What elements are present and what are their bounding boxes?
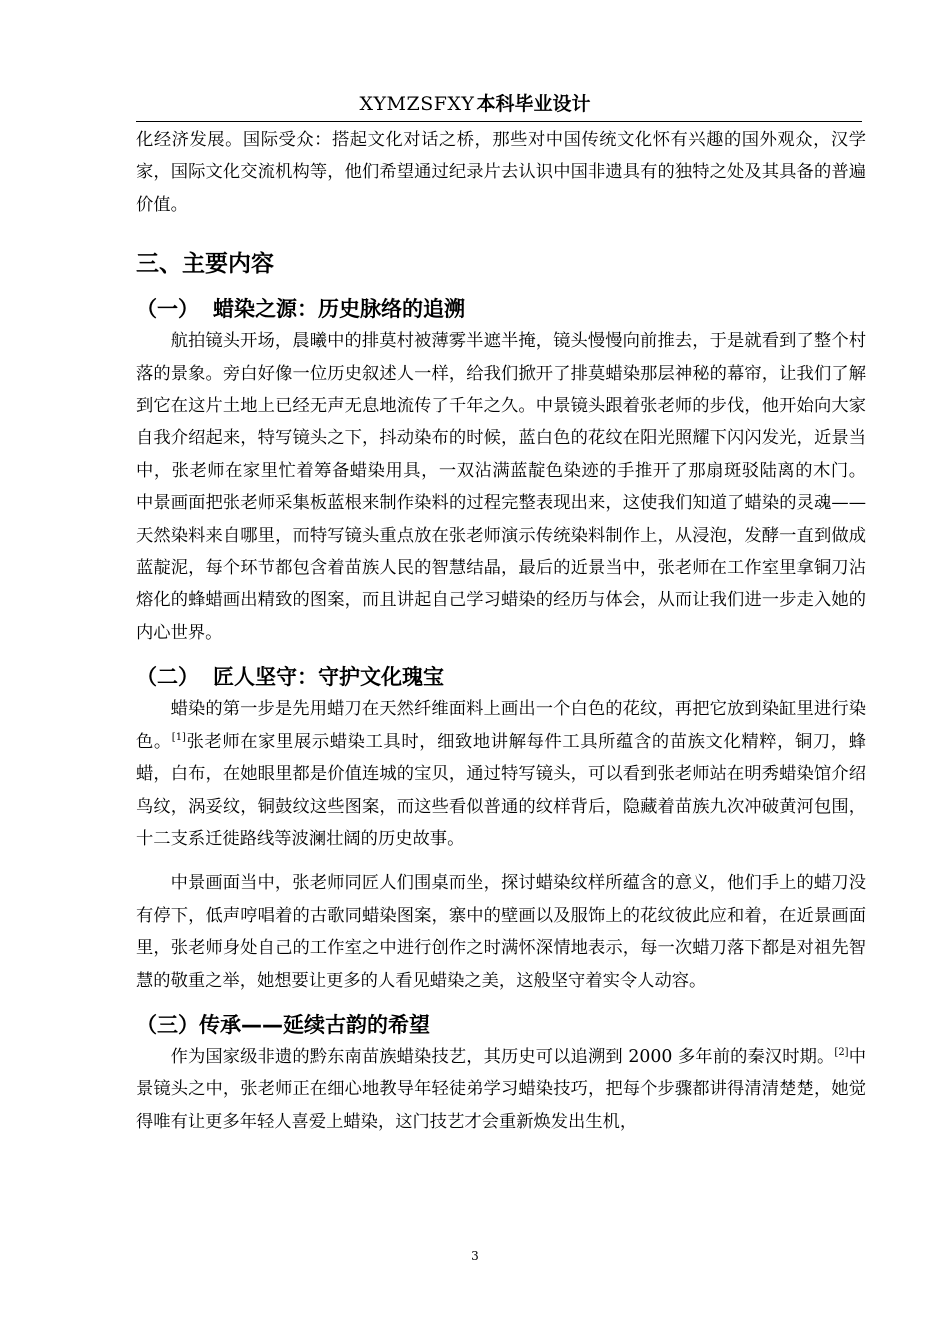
paragraph-origin: 航拍镜头开场，晨曦中的排莫村被薄雾半遮半掩，镜头慢慢向前推去，于是就看到了整个村落的景象。旁白好像一位历史叙述人一样，给我们掀开了排莫蜡染那层神秘的幕帘，让我们了解到它在这片土地上已经无声无息地流传了千年之久。中景镜头跟着张老师的步伐，他开始向大家自我介绍起来，特写镜头之下，抖动染布的时候，蓝白色的花纹在阳光照耀下闪闪发光，近景当中，张老师在家里忙着筹备蜡染用具，一双沾满蓝靛色染迹的手推开了那扇斑驳陆离的木门。 中景画面把张老师采集板蓝根来制作染料的过程完整表现出来，这使我们知道了蜡染的灵魂——天然染料来自哪里，而特写镜头重点放在张老师演示传统染料制作上，从浸泡，发酵一直到做成蓝靛泥，每个环节都包含着苗族人民的智慧结晶，最后的近景当中，张老师在工作室里拿铜刀沾熔化的蜂蜡画出精致的图案，而且讲起自己学习蜡染的经历与体会，从而让我们进一步走入她的内心世界。 <box>136 331 866 643</box>
header-title: 本科毕业设计 <box>476 93 591 115</box>
citation-1: [1] <box>171 731 186 743</box>
subsection-heading-1 <box>136 293 866 325</box>
paragraph-craftsman <box>136 693 866 855</box>
subsection-heading-2 <box>136 661 866 693</box>
continued-paragraph: 化经济发展。国际受众：搭起文化对话之桥，那些对中国传统文化怀有兴趣的国外观众，汉学家，国际文化交流机构等，他们希望通过纪录片去认识中国非遗具有的独特之处及其具备的普遍价值。 <box>136 130 866 215</box>
paragraph-inheritance <box>136 1041 866 1138</box>
subsection-heading-3: （三）传承——延续古韵的希望 <box>136 1012 430 1037</box>
paragraph-inheritance-part1: 作为国家级非遗的黔东南苗族蜡染技艺，其历史可以追溯到 2000 多年前的秦汉时期。 <box>170 1046 835 1067</box>
subsection-title-1: 蜡染之源：历史脉络的追溯 <box>213 297 465 322</box>
paragraph-craftsman-part2: 张老师在家里展示蜡染工具时，细致地讲解每件工具所蕴含的苗族文化精粹，铜刀，蜂蜡，白布，在她眼里都是价值连城的宝贝，通过特写镜头，可以看到张老师站在明秀蜡染馆介绍鸟纹，涡妥纹，铜鼓纹这些图案，而这些看似普通的纹样背后，隐藏着苗族九次冲破黄河包围，十二支系迁徙路线等波澜壮阔的历史故事。 <box>136 731 866 849</box>
section-heading-main-content: 三、主要内容 <box>136 251 274 278</box>
header-school-code: XYMZSFXY <box>359 93 475 115</box>
page-number: 3 <box>471 1249 479 1263</box>
document-body <box>136 124 866 1138</box>
paragraph-inheritance-part2: 中景镜头之中，张老师正在细心地教导年轻徒弟学习蜡染技巧，把每个步骤都讲得清清楚楚，她觉得唯有让更多年轻人喜爱上蜡染，这门技艺才会重新焕发出生机， <box>136 1046 866 1132</box>
subsection-number-1: （一） <box>136 297 199 322</box>
citation-2: [2] <box>834 1047 849 1059</box>
subsection-title-2: 匠人坚守：守护文化瑰宝 <box>213 665 444 690</box>
header-rule <box>136 121 862 122</box>
subsection-number-2: （二） <box>136 665 199 690</box>
paragraph-workshop: 中景画面当中，张老师同匠人们围桌而坐，探讨蜡染纹样所蕴含的意义，他们手上的蜡刀没有停下，低声哼唱着的古歌同蜡染图案，寨中的壁画以及服饰上的花纹彼此应和着，在近景画面里，张老师身处自己的工作室之中进行创作之时满怀深情地表示，每一次蜡刀落下都是对祖先智慧的敬重之举，她想要让更多的人看见蜡染之美，这般坚守着实令人动容。 <box>136 873 866 991</box>
paragraph-craftsman-part1: 蜡染的第一步是先用蜡刀在天然纤维面料上画出一个白色的花纹，再把它放到染缸里进行染色。 <box>136 699 866 752</box>
running-header <box>0 92 950 116</box>
paragraph-gap <box>136 855 866 867</box>
